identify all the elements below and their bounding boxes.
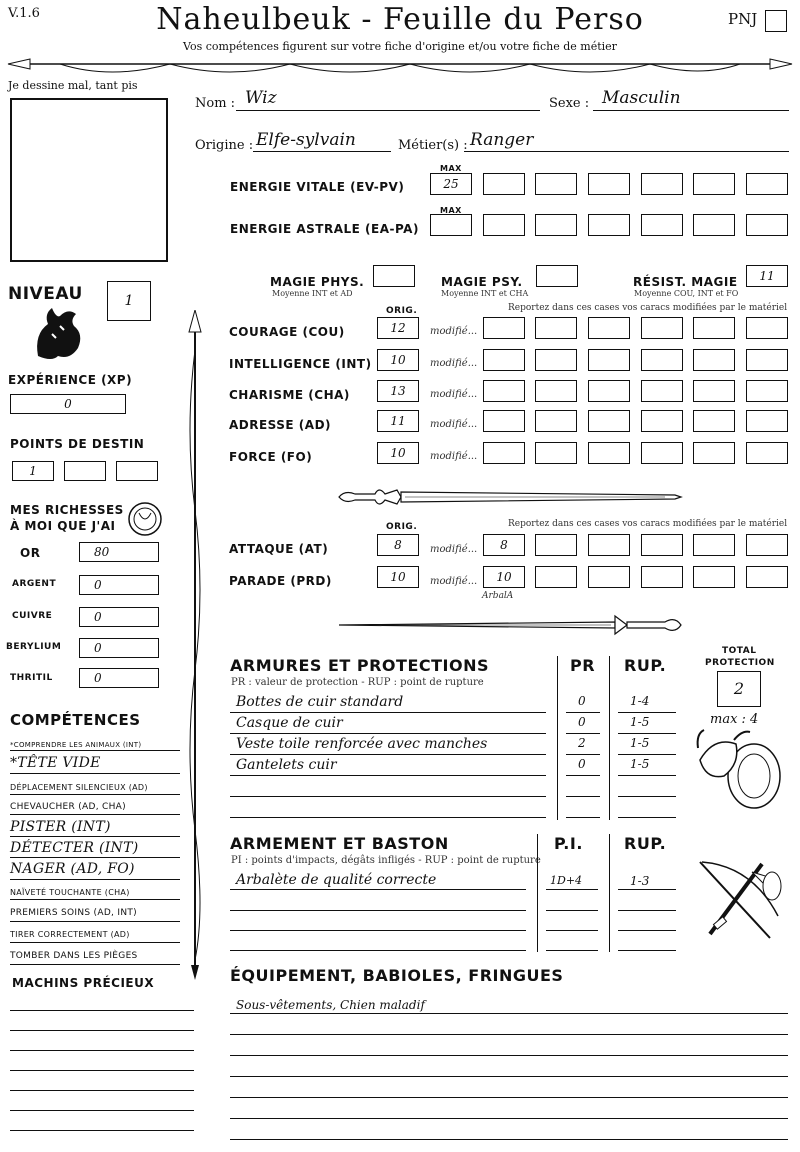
ev-cell[interactable] [641,173,683,195]
arme-line [230,950,526,951]
carac-name: FORCE (FO) [229,450,313,464]
combat-mod-cell[interactable] [483,534,525,556]
ev-label: ENERGIE VITALE (EV-PV) [230,180,405,194]
competence-line [10,942,180,943]
armure-pr[interactable]: 0 [578,694,586,708]
competence-item: PISTER (INT) [10,819,111,835]
combat-name: PARADE (PRD) [229,574,332,588]
armure-name[interactable]: Veste toile renforcée avec manches [236,736,488,752]
combat-mod-cell[interactable] [535,534,577,556]
equipement-line[interactable] [230,1097,788,1098]
resist-magie-note: Moyenne COU, INT et FO [634,289,739,298]
caracs-orig-label: ORIG. [386,306,418,316]
carac-mod-cell[interactable] [641,349,683,371]
carac-orig-value: 10 [390,353,406,367]
ea-cell[interactable] [483,214,525,236]
carac-mod-cell[interactable] [483,410,525,432]
ea-cell[interactable] [641,214,683,236]
armure-rup[interactable]: 1-5 [630,715,650,729]
resist-magie-cell[interactable] [746,265,788,287]
total-protection-value: 2 [733,679,745,698]
equipement-value[interactable]: Sous-vêtements, Chien maladif [236,998,425,1012]
carac-mod-cell[interactable] [588,380,630,402]
experience-label: EXPÉRIENCE (XP) [8,373,133,387]
destin-cell[interactable] [64,461,106,481]
richesse-name: THRITIL [10,673,53,683]
competence-item: *COMPRENDRE LES ANIMAUX (INT) [10,741,142,749]
equipement-line[interactable] [230,1055,788,1056]
combat-orig-value: 10 [390,570,406,584]
competence-line [10,750,180,751]
arme-line [546,910,598,911]
total-protection-label: TOTAL [722,646,757,656]
competence-item: TOMBER DANS LES PIÈGES [10,951,138,961]
helmet-shield-icon [694,726,786,812]
nom-label: Nom : [195,96,236,111]
nom-line [236,110,540,111]
ev-max-cell[interactable] [430,173,472,195]
competence-item: TIRER CORRECTEMENT (AD) [10,930,130,939]
competence-item: NAÏVETÉ TOUCHANTE (CHA) [10,888,130,897]
armure-line [230,775,546,776]
carac-orig-cell[interactable] [377,349,419,371]
armure-line [618,796,676,797]
armement-title: ARMEMENT ET BASTON [230,834,449,853]
pnj-label: PNJ [728,10,758,28]
competence-line [10,964,180,965]
armure-line [566,775,600,776]
competence-line [10,814,180,815]
ev-cell[interactable] [588,173,630,195]
armement-divider [537,834,538,952]
competence-item: DÉTECTER (INT) [10,840,139,856]
machins-label: MACHINS PRÉCIEUX [12,976,155,990]
armure-pr[interactable]: 0 [578,715,586,729]
armement-col-rup: RUP. [624,834,667,853]
page-subtitle: Vos compétences figurent sur votre fiche d'origine et/ou votre fiche de métier [183,40,617,53]
armement-col-pi: P.I. [554,834,583,853]
richesse-name: OR [20,546,41,560]
competence-item: *TÊTE VIDE [10,755,101,771]
armure-line [230,712,546,713]
ea-label: ENERGIE ASTRALE (EA-PA) [230,222,419,236]
ea-cell[interactable] [535,214,577,236]
competence-line [10,836,180,837]
armure-line [618,817,676,818]
combat-mod-cell[interactable] [588,566,630,588]
armure-line [618,754,676,755]
total-protection-box[interactable] [717,671,761,707]
armures-divider [557,656,558,820]
armure-line [230,796,546,797]
carac-mod-cell[interactable] [535,410,577,432]
carac-mod-cell[interactable] [746,317,788,339]
destin-cell[interactable] [116,461,158,481]
armure-line [618,733,676,734]
armure-name[interactable]: Bottes de cuir standard [236,694,404,710]
armure-line [566,712,600,713]
resist-magie-label: RÉSIST. MAGIE [633,275,738,289]
richesse-box[interactable] [79,668,159,688]
portrait-caption: Je dessine mal, tant pis [8,79,138,92]
combat-mod-cell[interactable] [746,534,788,556]
combat-name: ATTAQUE (AT) [229,542,329,556]
carac-orig-value: 13 [390,384,406,398]
armement-divider [609,834,610,952]
carac-mod-cell[interactable] [746,442,788,464]
arme-line [546,930,598,931]
equipement-line[interactable] [230,1034,788,1035]
arme-line [230,930,526,931]
carac-name: INTELLIGENCE (INT) [229,357,372,371]
ea-cell[interactable] [746,214,788,236]
sexe-label: Sexe : [549,96,590,111]
arme-rup[interactable]: 1-3 [630,874,650,888]
carac-mod-cell[interactable] [693,380,735,402]
richesse-name: ARGENT [12,579,57,589]
richesse-value: 0 [94,671,102,685]
armure-line [566,796,600,797]
sword-ornament [335,480,685,514]
ev-cell[interactable] [483,173,525,195]
armure-line [618,775,676,776]
carac-mod-cell[interactable] [746,380,788,402]
competences-label: COMPÉTENCES [10,711,141,729]
machins-line[interactable] [10,1050,194,1051]
version-label: V.1.6 [8,6,40,21]
carac-name: COURAGE (COU) [229,325,345,339]
carac-mod-cell[interactable] [483,380,525,402]
combat-mod-value: 8 [500,538,508,552]
caracs-note: Reportez dans ces cases vos caracs modifiées par le matériel [508,303,788,313]
richesse-name: BERYLIUM [6,642,62,652]
combat-orig-label: ORIG. [386,522,418,532]
magie-phys-note: Moyenne INT et AD [272,289,353,298]
richesse-box[interactable] [79,542,159,562]
armure-line [566,733,600,734]
coin-icon [127,501,163,537]
arme-line [546,889,598,890]
carac-mod-cell[interactable] [746,410,788,432]
carac-mod-cell[interactable] [535,349,577,371]
combat-mod-cell[interactable] [641,566,683,588]
competence-line [10,794,180,795]
carac-mod-cell[interactable] [535,317,577,339]
experience-value: 0 [64,397,72,411]
ea-max-cell[interactable] [430,214,472,236]
carac-mod-cell[interactable] [483,442,525,464]
arme-pi[interactable]: 1D+4 [550,874,583,887]
machins-line[interactable] [10,1030,194,1031]
destin-value: 1 [29,464,37,478]
carac-modifie-label: modifié... [430,389,478,400]
combat-orig-cell[interactable] [377,534,419,556]
armure-pr[interactable]: 2 [578,736,586,750]
sword-ornament [335,608,685,642]
carac-mod-cell[interactable] [588,410,630,432]
armure-name[interactable]: Casque de cuir [236,715,343,731]
carac-mod-cell[interactable] [641,442,683,464]
weapons-icon [692,856,786,944]
combat-note: Reportez dans ces cases vos caracs modifiées par le matériel [508,519,788,529]
armure-rup[interactable]: 1-4 [630,694,650,708]
ea-cell[interactable] [588,214,630,236]
arme-line [546,950,598,951]
armures-divider [609,656,610,820]
competence-item: NAGER (AD, FO) [10,861,135,877]
page-title: Naheulbeuk - Feuille du Perso [156,2,644,37]
ev-cell[interactable] [693,173,735,195]
sexe-line [593,110,789,111]
arme-line [230,889,526,890]
carac-orig-cell[interactable] [377,317,419,339]
combat-mod-cell[interactable] [693,534,735,556]
carac-modifie-label: modifié... [430,419,478,430]
carac-modifie-label: modifié... [430,451,478,462]
competence-item: DÉPLACEMENT SILENCIEUX (AD) [10,783,148,792]
carac-name: ADRESSE (AD) [229,418,332,432]
ev-max-value: 25 [443,177,459,191]
ev-max-label: MAX [440,164,462,173]
richesses-label-2: À MOI QUE J'AI [10,519,116,533]
armure-line [230,733,546,734]
equipement-line[interactable] [230,1013,788,1014]
armure-rup[interactable]: 1-5 [630,757,650,771]
armure-line [566,754,600,755]
nom-value[interactable]: Wiz [245,88,277,108]
magie-psy-note: Moyenne INT et CHA [441,289,529,298]
carac-mod-cell[interactable] [588,349,630,371]
armure-pr[interactable]: 0 [578,757,586,771]
armure-rup[interactable]: 1-5 [630,736,650,750]
niveau-box[interactable] [107,281,151,321]
ev-cell[interactable] [746,173,788,195]
ev-cell[interactable] [535,173,577,195]
carac-mod-cell[interactable] [483,349,525,371]
magie-phys-label: MAGIE PHYS. [270,275,365,289]
magie-psy-cell[interactable] [536,265,578,287]
combat-modifie-label: modifié... [430,544,478,555]
richesse-box[interactable] [79,638,159,658]
destin-label: POINTS DE DESTIN [10,437,145,451]
armure-line [566,817,600,818]
metier-line [464,151,789,152]
combat-orig-cell[interactable] [377,566,419,588]
sexe-value[interactable]: Masculin [602,88,681,108]
magie-phys-cell[interactable] [373,265,415,287]
combat-mod-cell[interactable] [693,566,735,588]
armure-line [230,817,546,818]
combat-mod-value: 10 [496,570,512,584]
competence-item: PREMIERS SOINS (AD, INT) [10,908,137,918]
armures-col-pr: PR [570,656,596,675]
armure-name[interactable]: Gantelets cuir [236,757,337,773]
armure-line [618,712,676,713]
combat-orig-value: 8 [394,538,402,552]
niveau-label: NIVEAU [8,284,83,304]
equipement-line[interactable] [230,1118,788,1119]
equipement-line[interactable] [230,1139,788,1140]
carac-mod-cell[interactable] [693,349,735,371]
arme-line [230,910,526,911]
destin-cell[interactable] [12,461,54,481]
richesses-label: MES RICHESSES [10,503,124,517]
carac-name: CHARISME (CHA) [229,388,350,402]
carac-orig-value: 10 [390,446,406,460]
combat-mod-cell[interactable] [746,566,788,588]
carac-mod-cell[interactable] [535,380,577,402]
richesse-name: CUIVRE [12,611,53,621]
carac-mod-cell[interactable] [535,442,577,464]
arme-line [618,930,676,931]
carac-mod-cell[interactable] [693,317,735,339]
machins-line[interactable] [10,1090,194,1091]
magie-psy-label: MAGIE PSY. [441,275,523,289]
dragon-icon [30,304,86,364]
max-protection-note: max : 4 [710,712,759,727]
armure-line [230,754,546,755]
equipement-title: ÉQUIPEMENT, BABIOLES, FRINGUES [230,966,564,985]
resist-magie-value: 11 [759,269,775,283]
arme-line [618,889,676,890]
combat-mod-cell[interactable] [641,534,683,556]
richesse-value: 0 [94,578,102,592]
carac-mod-cell[interactable] [641,380,683,402]
carac-mod-cell[interactable] [693,410,735,432]
competence-line [10,879,180,880]
origine-label: Origine : [195,138,254,153]
ea-cell[interactable] [693,214,735,236]
carac-orig-cell[interactable] [377,380,419,402]
origine-line [253,151,391,152]
carac-mod-cell[interactable] [693,442,735,464]
armures-subtitle: PR : valeur de protection - RUP : point de rupture [231,677,484,688]
carac-mod-cell[interactable] [483,317,525,339]
carac-modifie-label: modifié... [430,326,478,337]
carac-mod-cell[interactable] [641,410,683,432]
header-spear-ornament [0,54,800,80]
richesse-box[interactable] [79,607,159,627]
carac-modifie-label: modifié... [430,358,478,369]
richesse-box[interactable] [79,575,159,595]
ea-max-label: MAX [440,206,462,215]
arme-name[interactable]: Arbalète de qualité correcte [236,872,437,888]
competence-line [10,857,180,858]
carac-orig-cell[interactable] [377,442,419,464]
metier-label: Métier(s) : [398,138,468,153]
combat-mod-cell[interactable] [483,566,525,588]
armures-col-rup: RUP. [624,656,667,675]
total-protection-label-2: PROTECTION [705,658,775,668]
machins-line[interactable] [10,1070,194,1071]
carac-orig-value: 11 [390,414,406,428]
machins-line[interactable] [10,1010,194,1011]
machins-line[interactable] [10,1130,194,1131]
equipement-line[interactable] [230,1076,788,1077]
machins-line[interactable] [10,1110,194,1111]
experience-box[interactable] [10,394,126,414]
arme-line [618,950,676,951]
armures-title: ARMURES ET PROTECTIONS [230,656,489,675]
competence-line [10,899,180,900]
niveau-value: 1 [124,293,134,309]
carac-mod-cell[interactable] [588,317,630,339]
carac-mod-cell[interactable] [641,317,683,339]
richesse-value: 80 [94,545,110,559]
pnj-checkbox[interactable] [765,10,787,32]
richesse-value: 0 [94,610,102,624]
arme-line [618,910,676,911]
carac-mod-cell[interactable] [588,442,630,464]
origine-value[interactable]: Elfe-sylvain [256,130,356,150]
vertical-spear-ornament [180,310,210,980]
combat-mod-cell[interactable] [535,566,577,588]
competence-item: CHEVAUCHER (AD, CHA) [10,802,126,812]
combat-mod-note: ArbalA [482,591,514,601]
richesse-value: 0 [94,641,102,655]
portrait-box[interactable] [10,98,168,262]
carac-mod-cell[interactable] [746,349,788,371]
competence-line [10,773,180,774]
armement-subtitle: PI : points d'impacts, dégâts infligés - RUP : point de rupture [231,855,541,866]
carac-orig-value: 12 [390,321,406,335]
combat-mod-cell[interactable] [588,534,630,556]
combat-modifie-label: modifié... [430,576,478,587]
metier-value[interactable]: Ranger [470,130,534,150]
carac-orig-cell[interactable] [377,410,419,432]
competence-line [10,921,180,922]
